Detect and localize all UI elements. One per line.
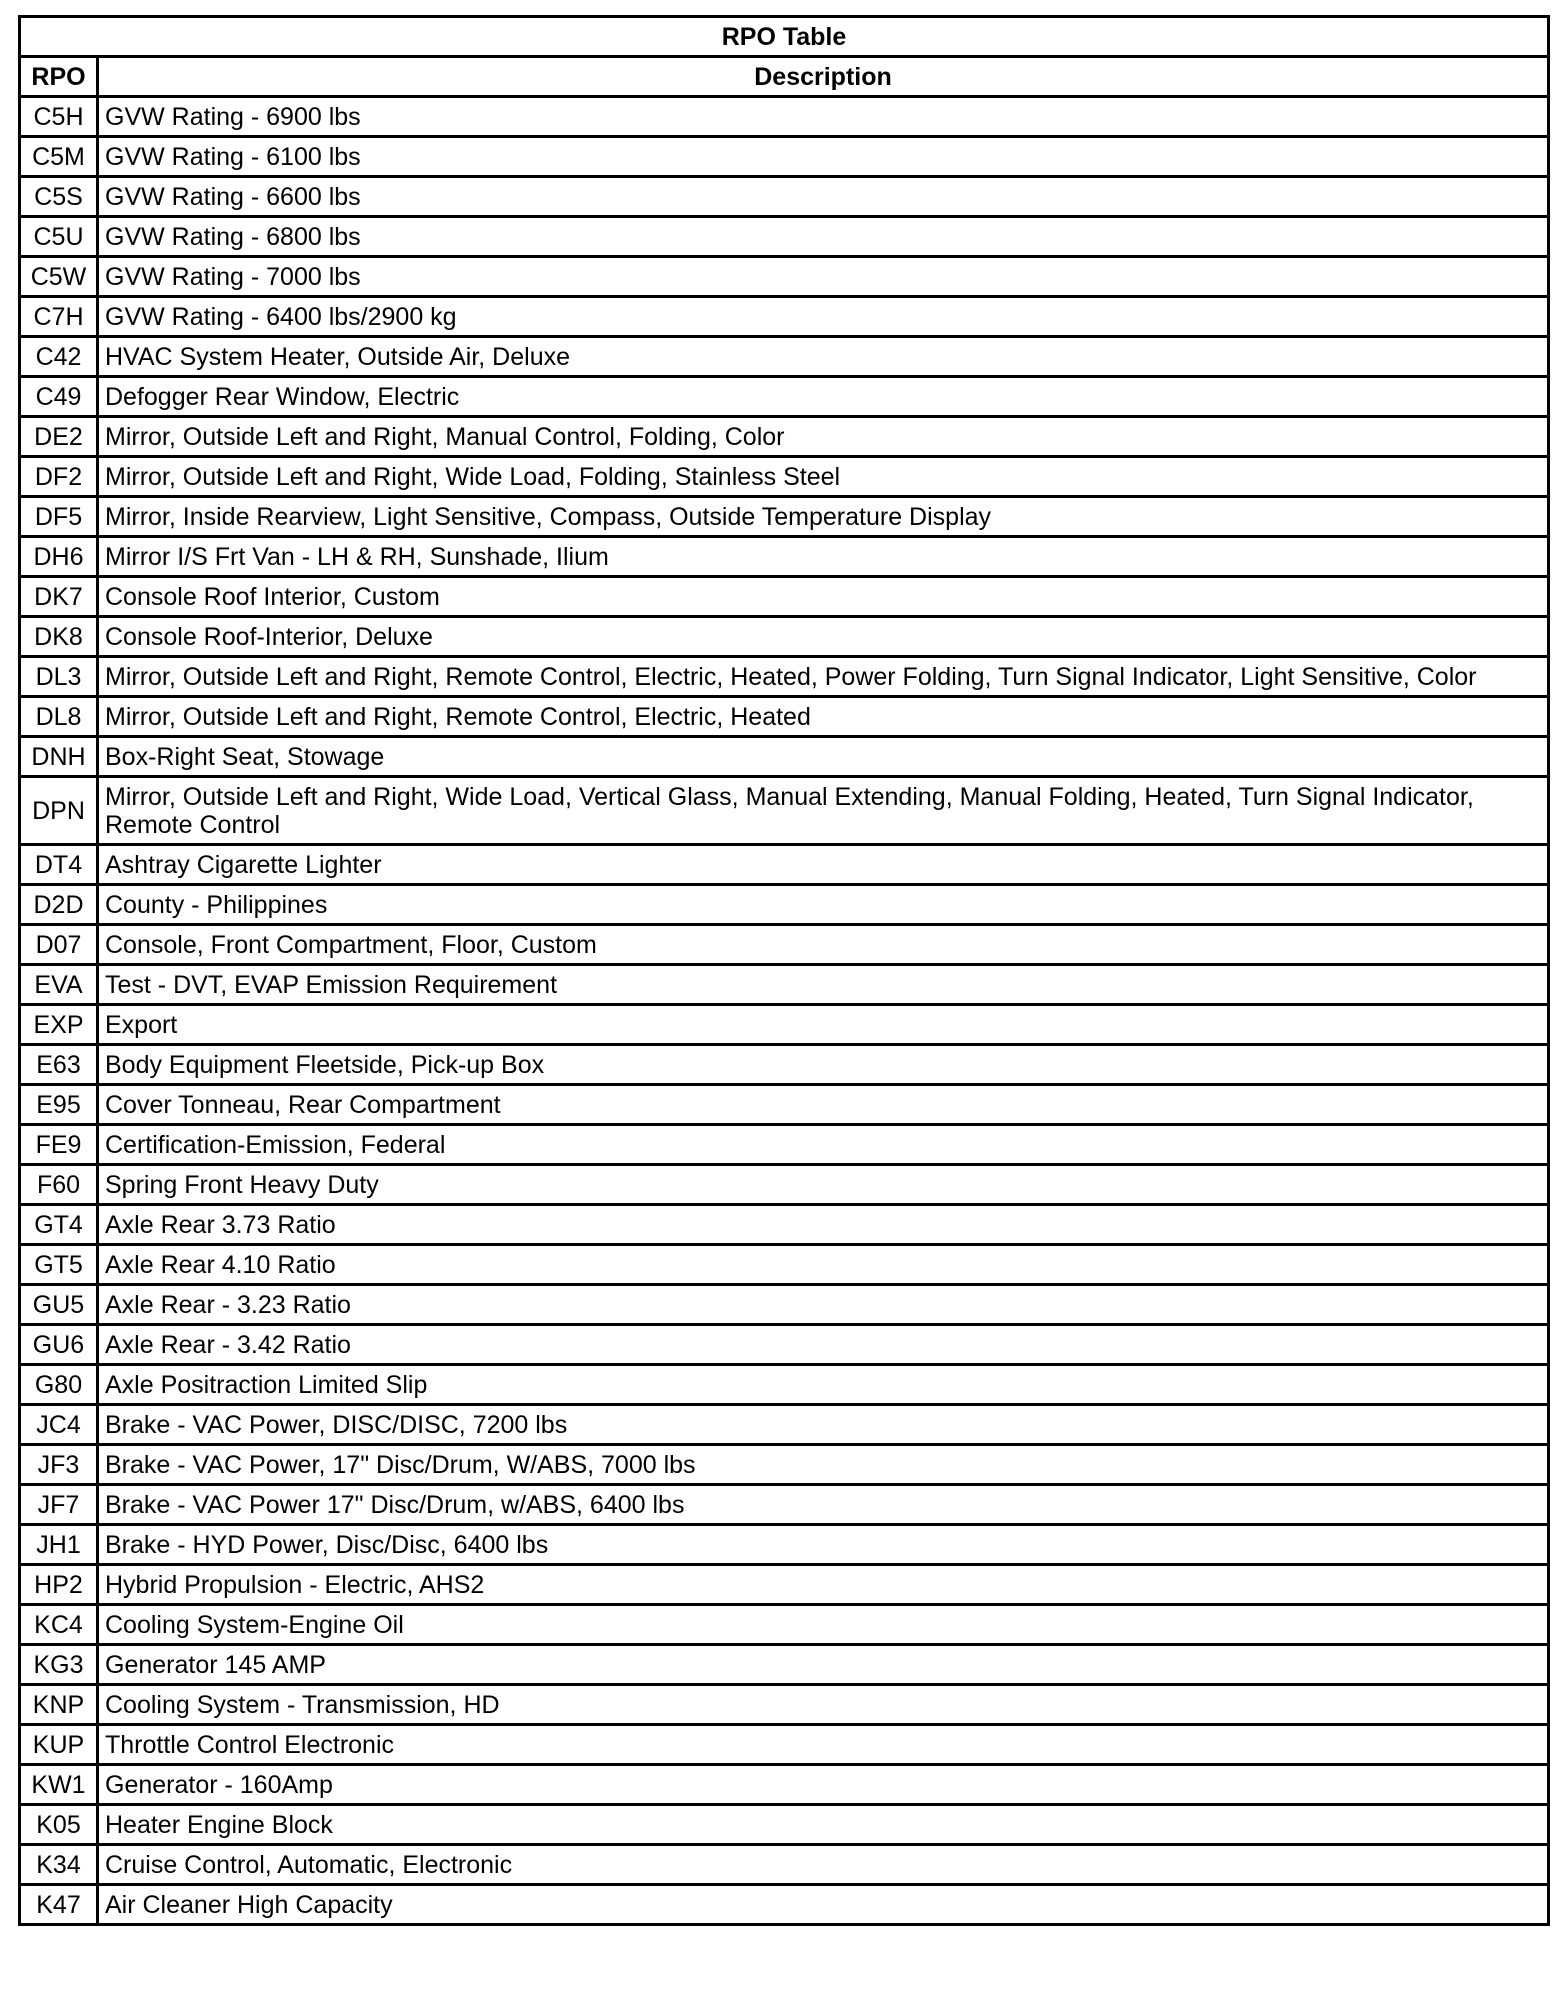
- table-row: [20, 777, 1549, 845]
- rpo-code-cell: C5W: [20, 257, 98, 297]
- description-cell: Heater Engine Block: [98, 1805, 1549, 1845]
- table-row: [20, 1725, 1549, 1765]
- description-cell: GVW Rating - 6900 lbs: [98, 97, 1549, 137]
- description-cell: Console Roof Interior, Custom: [98, 577, 1549, 617]
- description-cell: Certification-Emission, Federal: [98, 1125, 1549, 1165]
- column-header-rpo: RPO: [20, 57, 98, 97]
- rpo-code-cell: GU6: [20, 1325, 98, 1365]
- description-cell: Axle Rear 3.73 Ratio: [98, 1205, 1549, 1245]
- rpo-code-cell: FE9: [20, 1125, 98, 1165]
- description-cell: GVW Rating - 7000 lbs: [98, 257, 1549, 297]
- table-body: [20, 97, 1549, 1925]
- description-cell: Cooling System - Transmission, HD: [98, 1685, 1549, 1725]
- rpo-code-cell: EVA: [20, 965, 98, 1005]
- rpo-code-cell: C7H: [20, 297, 98, 337]
- rpo-code-cell: E95: [20, 1085, 98, 1125]
- description-cell: HVAC System Heater, Outside Air, Deluxe: [98, 337, 1549, 377]
- table-row: [20, 1445, 1549, 1485]
- rpo-table: [18, 15, 1550, 1926]
- description-cell: Export: [98, 1005, 1549, 1045]
- rpo-code-cell: KNP: [20, 1685, 98, 1725]
- table-row: [20, 1885, 1549, 1925]
- table-row: [20, 1125, 1549, 1165]
- description-cell: GVW Rating - 6800 lbs: [98, 217, 1549, 257]
- description-cell: Box-Right Seat, Stowage: [98, 737, 1549, 777]
- table-row: [20, 1765, 1549, 1805]
- table-row: [20, 297, 1549, 337]
- table-row: [20, 1805, 1549, 1845]
- description-cell: Hybrid Propulsion - Electric, AHS2: [98, 1565, 1549, 1605]
- rpo-code-cell: DT4: [20, 845, 98, 885]
- description-cell: Brake - VAC Power 17" Disc/Drum, w/ABS, 6400 lbs: [98, 1485, 1549, 1525]
- rpo-code-cell: C5U: [20, 217, 98, 257]
- description-cell: Cruise Control, Automatic, Electronic: [98, 1845, 1549, 1885]
- table-row: [20, 577, 1549, 617]
- table-row: [20, 1205, 1549, 1245]
- description-cell: Axle Positraction Limited Slip: [98, 1365, 1549, 1405]
- table-row: [20, 1565, 1549, 1605]
- table-row: [20, 177, 1549, 217]
- table-row: [20, 1605, 1549, 1645]
- rpo-code-cell: C5S: [20, 177, 98, 217]
- rpo-code-cell: DF2: [20, 457, 98, 497]
- rpo-code-cell: C5M: [20, 137, 98, 177]
- rpo-code-cell: JH1: [20, 1525, 98, 1565]
- rpo-code-cell: C49: [20, 377, 98, 417]
- table-row: [20, 1245, 1549, 1285]
- table-row: [20, 965, 1549, 1005]
- rpo-code-cell: DL8: [20, 697, 98, 737]
- description-cell: Defogger Rear Window, Electric: [98, 377, 1549, 417]
- description-cell: Throttle Control Electronic: [98, 1725, 1549, 1765]
- rpo-code-cell: C42: [20, 337, 98, 377]
- table-row: [20, 137, 1549, 177]
- description-cell: Mirror I/S Frt Van - LH & RH, Sunshade, Ilium: [98, 537, 1549, 577]
- description-cell: Spring Front Heavy Duty: [98, 1165, 1549, 1205]
- table-row: [20, 417, 1549, 457]
- rpo-code-cell: HP2: [20, 1565, 98, 1605]
- description-cell: Mirror, Inside Rearview, Light Sensitive, Compass, Outside Temperature Display: [98, 497, 1549, 537]
- table-row: [20, 617, 1549, 657]
- table-row: [20, 1845, 1549, 1885]
- description-cell: Brake - VAC Power, 17" Disc/Drum, W/ABS, 7000 lbs: [98, 1445, 1549, 1485]
- description-cell: Air Cleaner High Capacity: [98, 1885, 1549, 1925]
- description-cell: Body Equipment Fleetside, Pick-up Box: [98, 1045, 1549, 1085]
- rpo-code-cell: DE2: [20, 417, 98, 457]
- rpo-code-cell: JF7: [20, 1485, 98, 1525]
- rpo-code-cell: K47: [20, 1885, 98, 1925]
- rpo-code-cell: EXP: [20, 1005, 98, 1045]
- description-cell: Console, Front Compartment, Floor, Custom: [98, 925, 1549, 965]
- description-cell: Cooling System-Engine Oil: [98, 1605, 1549, 1645]
- table-row: [20, 217, 1549, 257]
- description-cell: Mirror, Outside Left and Right, Remote Control, Electric, Heated: [98, 697, 1549, 737]
- rpo-code-cell: G80: [20, 1365, 98, 1405]
- table-row: [20, 1325, 1549, 1365]
- rpo-code-cell: DK7: [20, 577, 98, 617]
- rpo-code-cell: DPN: [20, 777, 98, 845]
- table-title: RPO Table: [20, 17, 1549, 57]
- rpo-code-cell: D2D: [20, 885, 98, 925]
- table-row: [20, 1165, 1549, 1205]
- table-row: [20, 257, 1549, 297]
- description-cell: Cover Tonneau, Rear Compartment: [98, 1085, 1549, 1125]
- description-cell: Axle Rear - 3.23 Ratio: [98, 1285, 1549, 1325]
- table-row: [20, 1085, 1549, 1125]
- rpo-code-cell: DNH: [20, 737, 98, 777]
- description-cell: Generator - 160Amp: [98, 1765, 1549, 1805]
- rpo-code-cell: D07: [20, 925, 98, 965]
- description-cell: Axle Rear - 3.42 Ratio: [98, 1325, 1549, 1365]
- description-cell: GVW Rating - 6400 lbs/2900 kg: [98, 297, 1549, 337]
- table-row: [20, 97, 1549, 137]
- rpo-code-cell: C5H: [20, 97, 98, 137]
- rpo-code-cell: GT4: [20, 1205, 98, 1245]
- rpo-code-cell: JC4: [20, 1405, 98, 1445]
- table-row: [20, 925, 1549, 965]
- description-cell: Console Roof-Interior, Deluxe: [98, 617, 1549, 657]
- rpo-code-cell: KC4: [20, 1605, 98, 1645]
- rpo-code-cell: JF3: [20, 1445, 98, 1485]
- description-cell: Generator 145 AMP: [98, 1645, 1549, 1685]
- table-row: [20, 697, 1549, 737]
- description-cell: Mirror, Outside Left and Right, Manual Control, Folding, Color: [98, 417, 1549, 457]
- description-cell: Brake - HYD Power, Disc/Disc, 6400 lbs: [98, 1525, 1549, 1565]
- table-header-row: [20, 57, 1549, 97]
- table-row: [20, 1045, 1549, 1085]
- table-row: [20, 657, 1549, 697]
- rpo-code-cell: DH6: [20, 537, 98, 577]
- table-row: [20, 457, 1549, 497]
- description-cell: Mirror, Outside Left and Right, Wide Load, Folding, Stainless Steel: [98, 457, 1549, 497]
- table-row: [20, 497, 1549, 537]
- rpo-code-cell: DL3: [20, 657, 98, 697]
- description-cell: County - Philippines: [98, 885, 1549, 925]
- table-row: [20, 1525, 1549, 1565]
- table-title-row: [20, 17, 1549, 57]
- description-cell: GVW Rating - 6100 lbs: [98, 137, 1549, 177]
- rpo-code-cell: GU5: [20, 1285, 98, 1325]
- table-row: [20, 1485, 1549, 1525]
- table-row: [20, 845, 1549, 885]
- table-row: [20, 1645, 1549, 1685]
- rpo-code-cell: KUP: [20, 1725, 98, 1765]
- rpo-code-cell: K34: [20, 1845, 98, 1885]
- rpo-code-cell: GT5: [20, 1245, 98, 1285]
- rpo-code-cell: DF5: [20, 497, 98, 537]
- rpo-code-cell: DK8: [20, 617, 98, 657]
- table-row: [20, 1365, 1549, 1405]
- rpo-code-cell: F60: [20, 1165, 98, 1205]
- description-cell: Test - DVT, EVAP Emission Requirement: [98, 965, 1549, 1005]
- rpo-code-cell: K05: [20, 1805, 98, 1845]
- table-row: [20, 1005, 1549, 1045]
- description-cell: Brake - VAC Power, DISC/DISC, 7200 lbs: [98, 1405, 1549, 1445]
- table-row: [20, 737, 1549, 777]
- table-row: [20, 885, 1549, 925]
- table-row: [20, 337, 1549, 377]
- description-cell: Axle Rear 4.10 Ratio: [98, 1245, 1549, 1285]
- description-cell: Mirror, Outside Left and Right, Remote Control, Electric, Heated, Power Folding, Turn Signal Indicator, Light Sensitive, Color: [98, 657, 1549, 697]
- rpo-code-cell: KW1: [20, 1765, 98, 1805]
- table-row: [20, 1685, 1549, 1725]
- rpo-code-cell: E63: [20, 1045, 98, 1085]
- table-row: [20, 1285, 1549, 1325]
- description-cell: Mirror, Outside Left and Right, Wide Load, Vertical Glass, Manual Extending, Manual Folding, Heated, Turn Signal Indicator, Remote Control: [98, 777, 1549, 845]
- table-row: [20, 1405, 1549, 1445]
- description-cell: Ashtray Cigarette Lighter: [98, 845, 1549, 885]
- table-row: [20, 537, 1549, 577]
- column-header-description: Description: [98, 57, 1549, 97]
- rpo-code-cell: KG3: [20, 1645, 98, 1685]
- table-row: [20, 377, 1549, 417]
- description-cell: GVW Rating - 6600 lbs: [98, 177, 1549, 217]
